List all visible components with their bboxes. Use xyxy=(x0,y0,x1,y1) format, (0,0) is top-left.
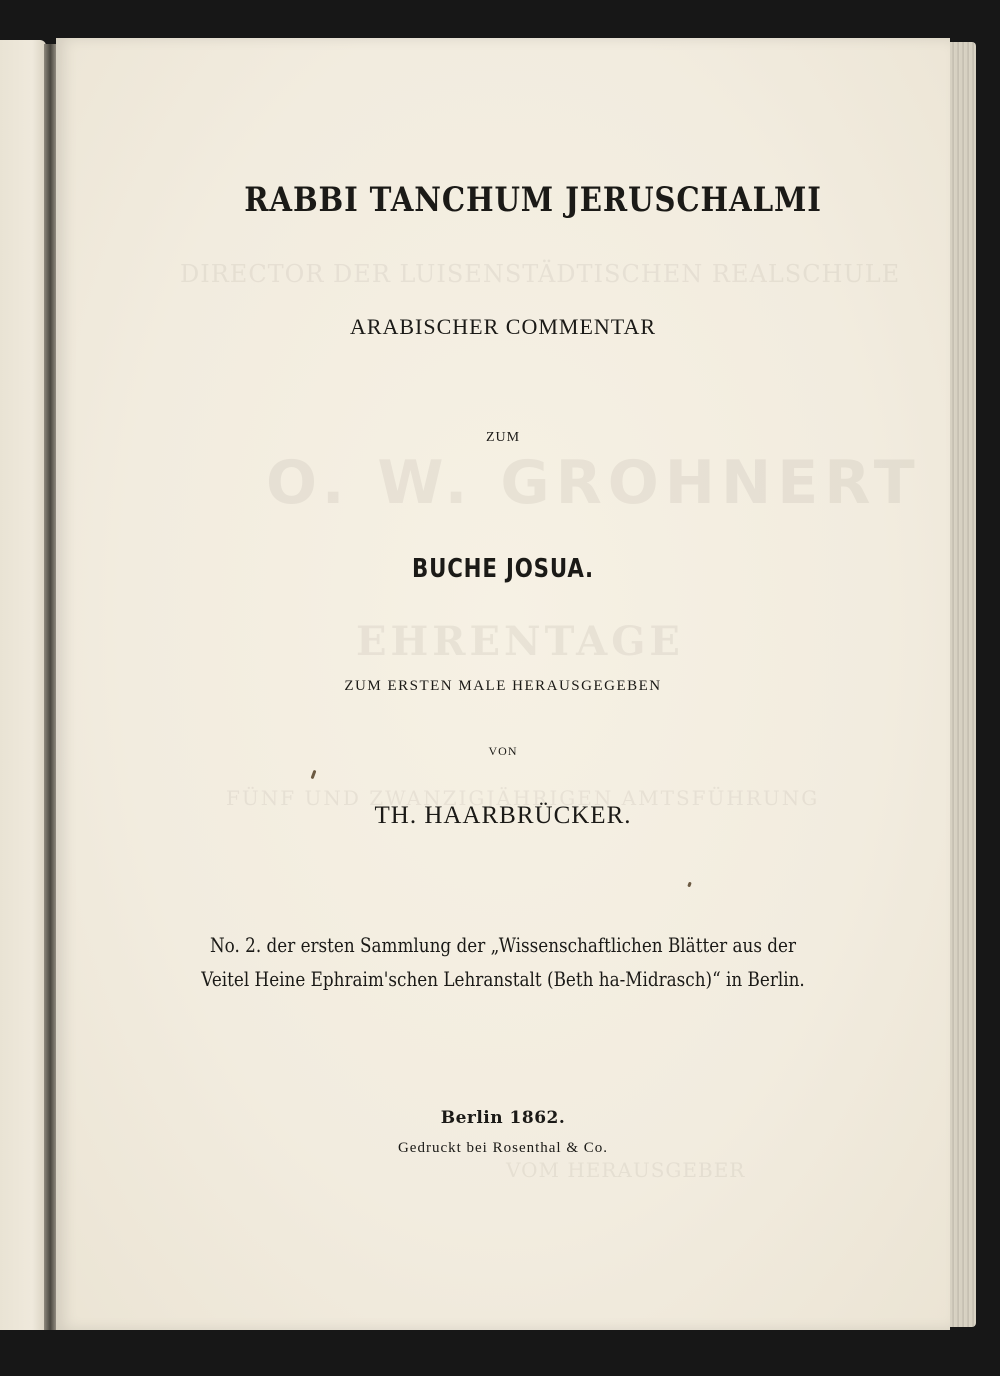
biblical-book-title: BUCHE JOSUA. xyxy=(412,554,594,584)
edition-note: ZUM ERSTEN MALE HERAUSGEGEBEN xyxy=(344,678,662,694)
publication-place-date: Berlin 1862. xyxy=(440,1108,566,1128)
ink-speck xyxy=(687,882,692,888)
title-page xyxy=(56,38,950,1330)
show-through-text: O. W. GROHNERT xyxy=(266,448,921,518)
show-through-text: FÜNF UND ZWANZIGJÄHRIGEN AMTSFÜHRUNG xyxy=(226,786,820,810)
preposition-text: ZUM xyxy=(485,430,521,445)
by-text: VON xyxy=(488,744,518,758)
show-through-text: EHRENTAGE xyxy=(356,618,684,665)
show-through-text: DIRECTOR DER LUISENSTÄDTISCHEN REALSCHULE xyxy=(180,260,901,288)
series-note xyxy=(128,928,879,996)
book-subtitle: ARABISCHER COMMENTAR xyxy=(349,314,657,339)
book-title: RABBI TANCHUM JERUSCHALMI xyxy=(244,180,822,220)
series-note-line-1: No. 2. der ersten Sammlung der „Wissenschaftlichen Blätter aus der xyxy=(209,933,797,957)
left-page-edge xyxy=(0,40,46,1330)
printer-imprint: Gedruckt bei Rosenthal & Co. xyxy=(397,1140,609,1156)
author-name: TH. HAARBRÜCKER. xyxy=(374,802,632,829)
series-note-line-2: Veitel Heine Ephraim'schen Lehranstalt (Beth ha-Midrasch)“ in Berlin. xyxy=(201,967,805,991)
show-through-text: VOM HERAUSGEBER xyxy=(506,1158,746,1182)
ink-speck xyxy=(311,770,317,779)
